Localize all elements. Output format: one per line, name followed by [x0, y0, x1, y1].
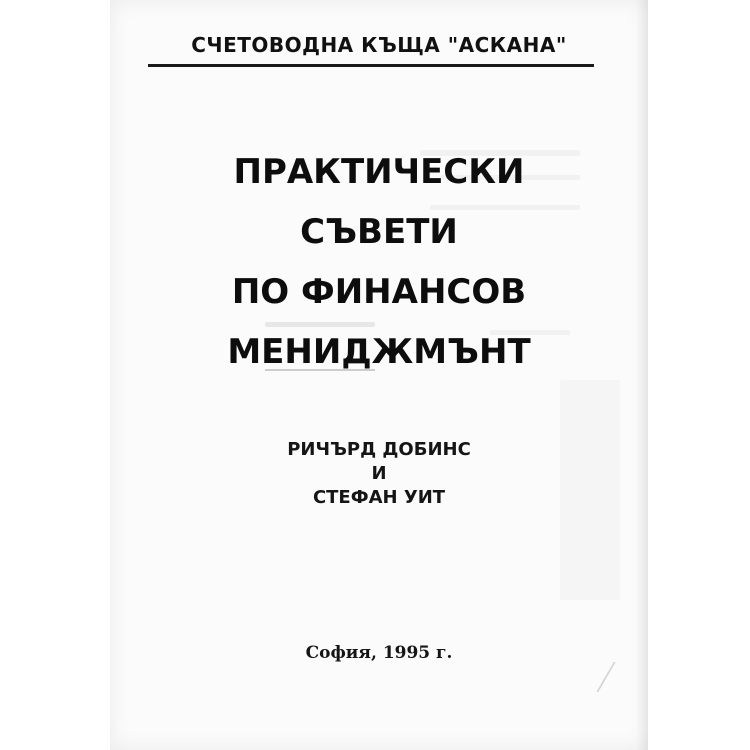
title-line: ПО ФИНАНСОВ [231, 272, 527, 312]
title-underline [265, 369, 375, 371]
title-line: ПРАКТИЧЕСКИ [233, 152, 525, 192]
authors-block [110, 438, 648, 510]
author-name: СТЕФАН УИТ [312, 487, 446, 508]
publisher-name: СЧЕТОВОДНА КЪЩА "АСКАНА" [191, 33, 567, 57]
title-line: СЪВЕТИ [300, 212, 458, 252]
book-title [110, 142, 648, 382]
title-line: МЕНИДЖМЪНТ [227, 332, 531, 372]
publisher-divider [148, 64, 594, 67]
imprint-place-year: София, 1995 г. [305, 643, 453, 663]
author-name: РИЧЪРД ДОБИНС [287, 439, 471, 460]
author-conjunction: И [371, 463, 387, 484]
